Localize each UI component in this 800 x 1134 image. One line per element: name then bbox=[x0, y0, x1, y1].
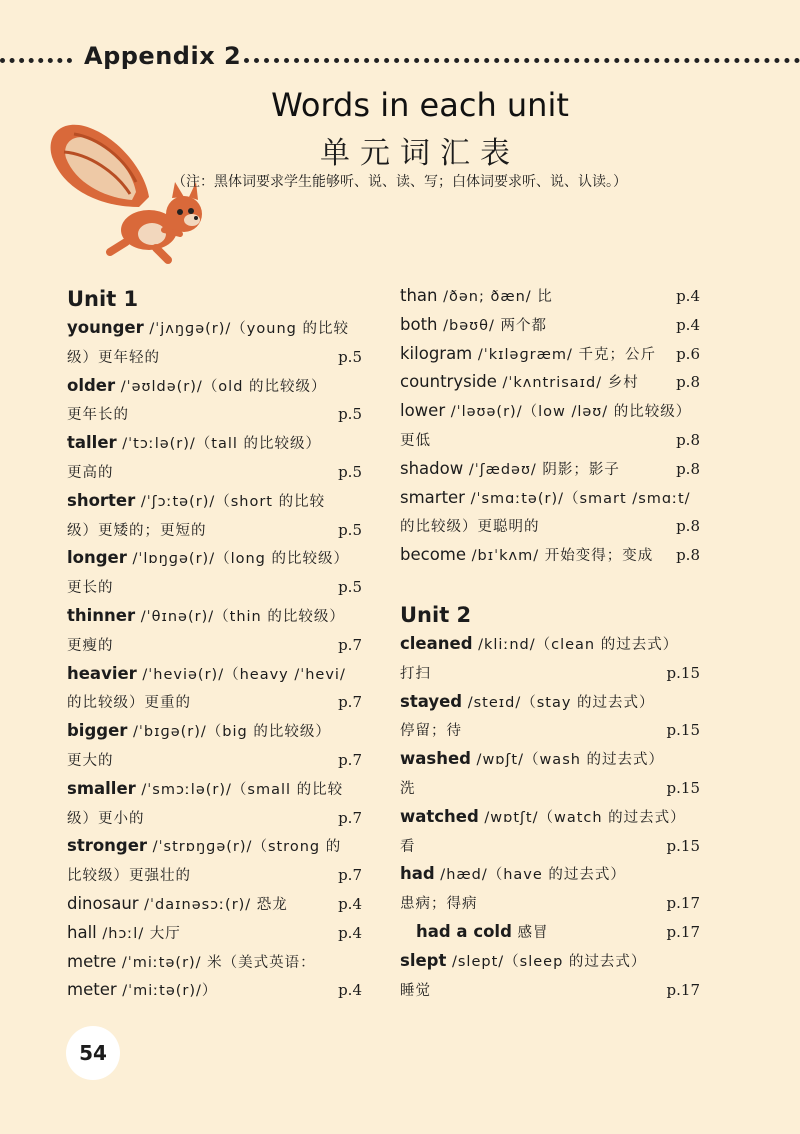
vocab-definition: /ˈmiːtə(r)/ 米（美式英语： bbox=[116, 954, 316, 971]
vocab-line bbox=[67, 516, 362, 545]
vocab-line bbox=[67, 746, 362, 775]
vocab-definition: /ˈəʊldə(r)/（old 的比较级） bbox=[115, 378, 327, 395]
page-reference: p.17 bbox=[666, 922, 700, 941]
vocab-line bbox=[67, 948, 362, 977]
vocab-line bbox=[67, 343, 362, 372]
vocab-line bbox=[400, 889, 700, 918]
vocab-line bbox=[67, 717, 362, 746]
vocab-line bbox=[400, 745, 700, 774]
vocab-definition: /ˈheviə(r)/（heavy /ˈhevi/ bbox=[136, 666, 346, 683]
vocab-line bbox=[400, 484, 700, 513]
vocab-definition: 更低 bbox=[400, 432, 431, 449]
vocab-line bbox=[400, 311, 700, 340]
vocab-line bbox=[67, 314, 362, 343]
page-reference: p.15 bbox=[666, 836, 700, 855]
vocab-line bbox=[400, 397, 700, 426]
vocab-word: stronger bbox=[67, 836, 148, 856]
vocab-line bbox=[67, 832, 362, 861]
vocab-word: smaller bbox=[67, 778, 136, 798]
vocab-line bbox=[67, 919, 362, 948]
vocab-definition: /ˈʃædəʊ/ 阴影；影子 bbox=[463, 461, 620, 478]
page-reference: p.7 bbox=[338, 808, 362, 827]
vocab-line bbox=[400, 541, 700, 570]
vocab-definition: /ˈstrɒŋɡə(r)/（strong 的 bbox=[147, 839, 342, 856]
page-title-chinese: 单元词汇表 bbox=[320, 136, 520, 171]
vocab-definition: 的比较级）更重的 bbox=[67, 695, 191, 712]
vocab-definition: 级）更矮的；更短的 bbox=[67, 522, 207, 539]
vocab-definition: /ˈkʌntrisaɪd/ 乡村 bbox=[496, 375, 639, 392]
vocab-word: younger bbox=[67, 318, 144, 337]
unit-1-heading: Unit 1 bbox=[67, 287, 139, 311]
page-reference: p.5 bbox=[338, 578, 362, 597]
vocab-definition: 比较级）更强壮的 bbox=[67, 868, 191, 885]
vocab-word: heavier bbox=[67, 663, 137, 683]
vocab-line bbox=[67, 544, 362, 573]
vocab-definition: /ˈsmɔːlə(r)/（small 的比较 bbox=[135, 781, 344, 798]
vocab-line bbox=[400, 918, 700, 947]
right-column bbox=[400, 282, 700, 1004]
page-reference: p.6 bbox=[676, 344, 700, 363]
vocab-definition: 的比较级）更聪明的 bbox=[400, 519, 540, 536]
vocab-definition: 更长的 bbox=[67, 580, 114, 597]
page-reference: p.8 bbox=[676, 430, 700, 449]
squirrel-illustration bbox=[44, 112, 214, 272]
page-reference: p.17 bbox=[666, 980, 700, 999]
page-reference: p.4 bbox=[338, 894, 362, 913]
vocab-line bbox=[400, 426, 700, 455]
vocab-definition: 患病；得病 bbox=[400, 896, 478, 913]
appendix-label: Appendix 2 bbox=[84, 42, 242, 70]
vocab-definition: /ˈləʊə(r)/（low /ləʊ/ 的比较级） bbox=[445, 404, 692, 421]
vocab-definition: /bɪˈkʌm/ 开始变得；变成 bbox=[466, 548, 654, 565]
vocab-definition: 看 bbox=[400, 838, 416, 855]
vocab-definition: 更高的 bbox=[67, 464, 114, 481]
vocab-line bbox=[400, 947, 700, 976]
page-reference: p.7 bbox=[338, 866, 362, 885]
vocab-definition: 停留；待 bbox=[400, 723, 462, 740]
page-reference: p.8 bbox=[676, 459, 700, 478]
page-reference: p.17 bbox=[666, 894, 700, 913]
page-reference: p.4 bbox=[676, 287, 700, 305]
vocab-word: had a cold bbox=[416, 921, 512, 941]
vocab-line bbox=[67, 429, 362, 458]
vocab-line bbox=[400, 340, 700, 369]
vocab-word: thinner bbox=[67, 605, 136, 625]
unit-2-heading: Unit 2 bbox=[400, 602, 472, 627]
vocab-definition: 感冒 bbox=[511, 924, 549, 941]
vocab-definition: /ˈsmɑːtə(r)/（smart /smɑːt/ bbox=[464, 490, 691, 507]
vocab-line bbox=[67, 631, 362, 660]
vocab-definition: 打扫 bbox=[400, 665, 431, 682]
page-reference: p.5 bbox=[338, 462, 362, 481]
vocab-definition: /kliːnd/（clean 的过去式） bbox=[472, 636, 679, 653]
vocab-definition: /ˈθɪnə(r)/（thin 的比较级） bbox=[135, 608, 345, 625]
vocab-line bbox=[67, 688, 362, 717]
vocab-definition: 级）更小的 bbox=[67, 810, 145, 827]
vocab-word: stayed bbox=[400, 691, 463, 711]
vocab-line bbox=[400, 368, 700, 397]
vocab-line bbox=[67, 372, 362, 401]
vocab-definition: /ˈmiːtə(r)/） bbox=[116, 983, 218, 1000]
vocab-definition: /ˈjʌŋɡə(r)/（young 的比较 bbox=[143, 321, 349, 337]
vocab-line bbox=[400, 774, 700, 803]
vocab-line bbox=[400, 832, 700, 861]
vocab-line bbox=[400, 688, 700, 717]
vocab-line bbox=[67, 861, 362, 890]
vocab-line bbox=[67, 487, 362, 516]
vocab-definition: /ˈlɒŋɡə(r)/（long 的比较级） bbox=[126, 551, 349, 568]
page-reference: p.4 bbox=[338, 981, 362, 1000]
vocab-line bbox=[400, 282, 700, 311]
page-reference: p.15 bbox=[666, 663, 700, 682]
vocab-word: hall bbox=[67, 922, 97, 942]
vocab-definition: /ðən; ðæn/ 比 bbox=[437, 289, 553, 305]
page-reference: p.5 bbox=[338, 520, 362, 539]
vocab-word: countryside bbox=[400, 372, 497, 392]
vocab-word: had bbox=[400, 864, 435, 884]
vocab-definition: /slept/（sleep 的过去式） bbox=[446, 953, 647, 970]
unit-2-list bbox=[400, 630, 700, 1004]
vocab-line bbox=[400, 659, 700, 688]
page-reference: p.8 bbox=[676, 546, 700, 565]
vocab-word: both bbox=[400, 314, 438, 334]
vocab-word: become bbox=[400, 545, 467, 565]
vocab-definition: /wɒʃt/（wash 的过去式） bbox=[470, 752, 665, 769]
page-reference: p.5 bbox=[338, 405, 362, 424]
appendix-header bbox=[0, 38, 800, 78]
vocab-word: smarter bbox=[400, 487, 465, 507]
vocab-word: longer bbox=[67, 548, 127, 568]
vocab-definition: /ˈbɪɡə(r)/（big 的比较级） bbox=[127, 724, 331, 741]
vocab-line bbox=[67, 400, 362, 429]
vocab-word: shadow bbox=[400, 458, 464, 478]
vocab-line bbox=[67, 775, 362, 804]
page-reference: p.8 bbox=[676, 373, 700, 392]
page-reference: p.7 bbox=[338, 635, 362, 654]
vocab-definition: 洗 bbox=[400, 780, 416, 797]
vocab-word: bigger bbox=[67, 721, 128, 741]
vocab-word: metre bbox=[67, 951, 117, 971]
vocab-definition: /ˈdaɪnəsɔː(r)/ 恐龙 bbox=[138, 896, 288, 913]
vocab-line bbox=[400, 630, 700, 659]
page-number: 54 bbox=[79, 1041, 107, 1065]
page-reference: p.15 bbox=[666, 778, 700, 797]
vocab-definition: /hɔːl/ 大厅 bbox=[96, 925, 181, 942]
vocab-word: watched bbox=[400, 806, 479, 826]
vocab-line bbox=[67, 458, 362, 487]
vocab-word: shorter bbox=[67, 490, 136, 510]
page-reference: p.8 bbox=[676, 517, 700, 536]
vocab-definition: 级）更年轻的 bbox=[67, 349, 160, 366]
page-title-english: Words in each unit bbox=[271, 86, 569, 124]
vocab-line bbox=[67, 804, 362, 833]
vocab-definition: /ˈʃɔːtə(r)/（short 的比较 bbox=[135, 493, 326, 510]
vocab-definition: /ˈkɪləɡræm/ 千克；公斤 bbox=[472, 346, 657, 363]
vocab-definition: 更大的 bbox=[67, 752, 114, 769]
vocab-definition: /steɪd/（stay 的过去式） bbox=[462, 694, 655, 711]
vocab-word: kilogram bbox=[400, 343, 473, 363]
vocab-line bbox=[67, 660, 362, 689]
dotted-rule-right bbox=[244, 58, 800, 63]
vocab-line bbox=[67, 976, 362, 1005]
dotted-rule-left bbox=[0, 58, 72, 63]
vocab-line bbox=[400, 716, 700, 745]
vocab-line bbox=[400, 860, 700, 889]
vocab-definition: 更年长的 bbox=[67, 407, 129, 424]
page-reference: p.7 bbox=[338, 750, 362, 769]
vocab-word: older bbox=[67, 375, 116, 395]
vocab-word: meter bbox=[67, 980, 117, 1000]
page-reference: p.4 bbox=[338, 923, 362, 942]
vocab-definition: /wɒtʃt/（watch 的过去式） bbox=[478, 809, 686, 826]
vocab-word: slept bbox=[400, 950, 447, 970]
page-reference: p.5 bbox=[338, 347, 362, 366]
vocab-line bbox=[67, 573, 362, 602]
left-column bbox=[67, 284, 362, 1005]
vocab-definition: /bəʊθ/ 两个都 bbox=[437, 317, 547, 334]
vocab-word: cleaned bbox=[400, 633, 473, 653]
vocab-line bbox=[400, 803, 700, 832]
vocab-word: dinosaur bbox=[67, 893, 139, 913]
vocab-definition: /ˈtɔːlə(r)/（tall 的比较级） bbox=[116, 436, 322, 453]
vocab-word: than bbox=[400, 286, 438, 305]
vocab-definition: 睡觉 bbox=[400, 982, 431, 999]
page-reference: p.4 bbox=[676, 315, 700, 334]
usage-note: （注：黑体词要求学生能够听、说、读、写；白体词要求听、说、认读。） bbox=[172, 174, 627, 190]
vocab-word: lower bbox=[400, 401, 446, 421]
page-reference: p.7 bbox=[338, 693, 362, 712]
vocab-line bbox=[400, 976, 700, 1005]
vocab-word: washed bbox=[400, 749, 471, 769]
vocab-definition: /hæd/（have 的过去式） bbox=[434, 867, 626, 884]
vocab-line bbox=[400, 455, 700, 484]
vocab-word: taller bbox=[67, 433, 117, 453]
vocab-line bbox=[67, 890, 362, 919]
vocab-line bbox=[67, 602, 362, 631]
page-number-badge bbox=[66, 1026, 120, 1080]
vocab-line bbox=[400, 512, 700, 541]
vocab-definition: 更瘦的 bbox=[67, 637, 114, 654]
unit-1-continued bbox=[400, 282, 700, 570]
page-reference: p.15 bbox=[666, 721, 700, 740]
